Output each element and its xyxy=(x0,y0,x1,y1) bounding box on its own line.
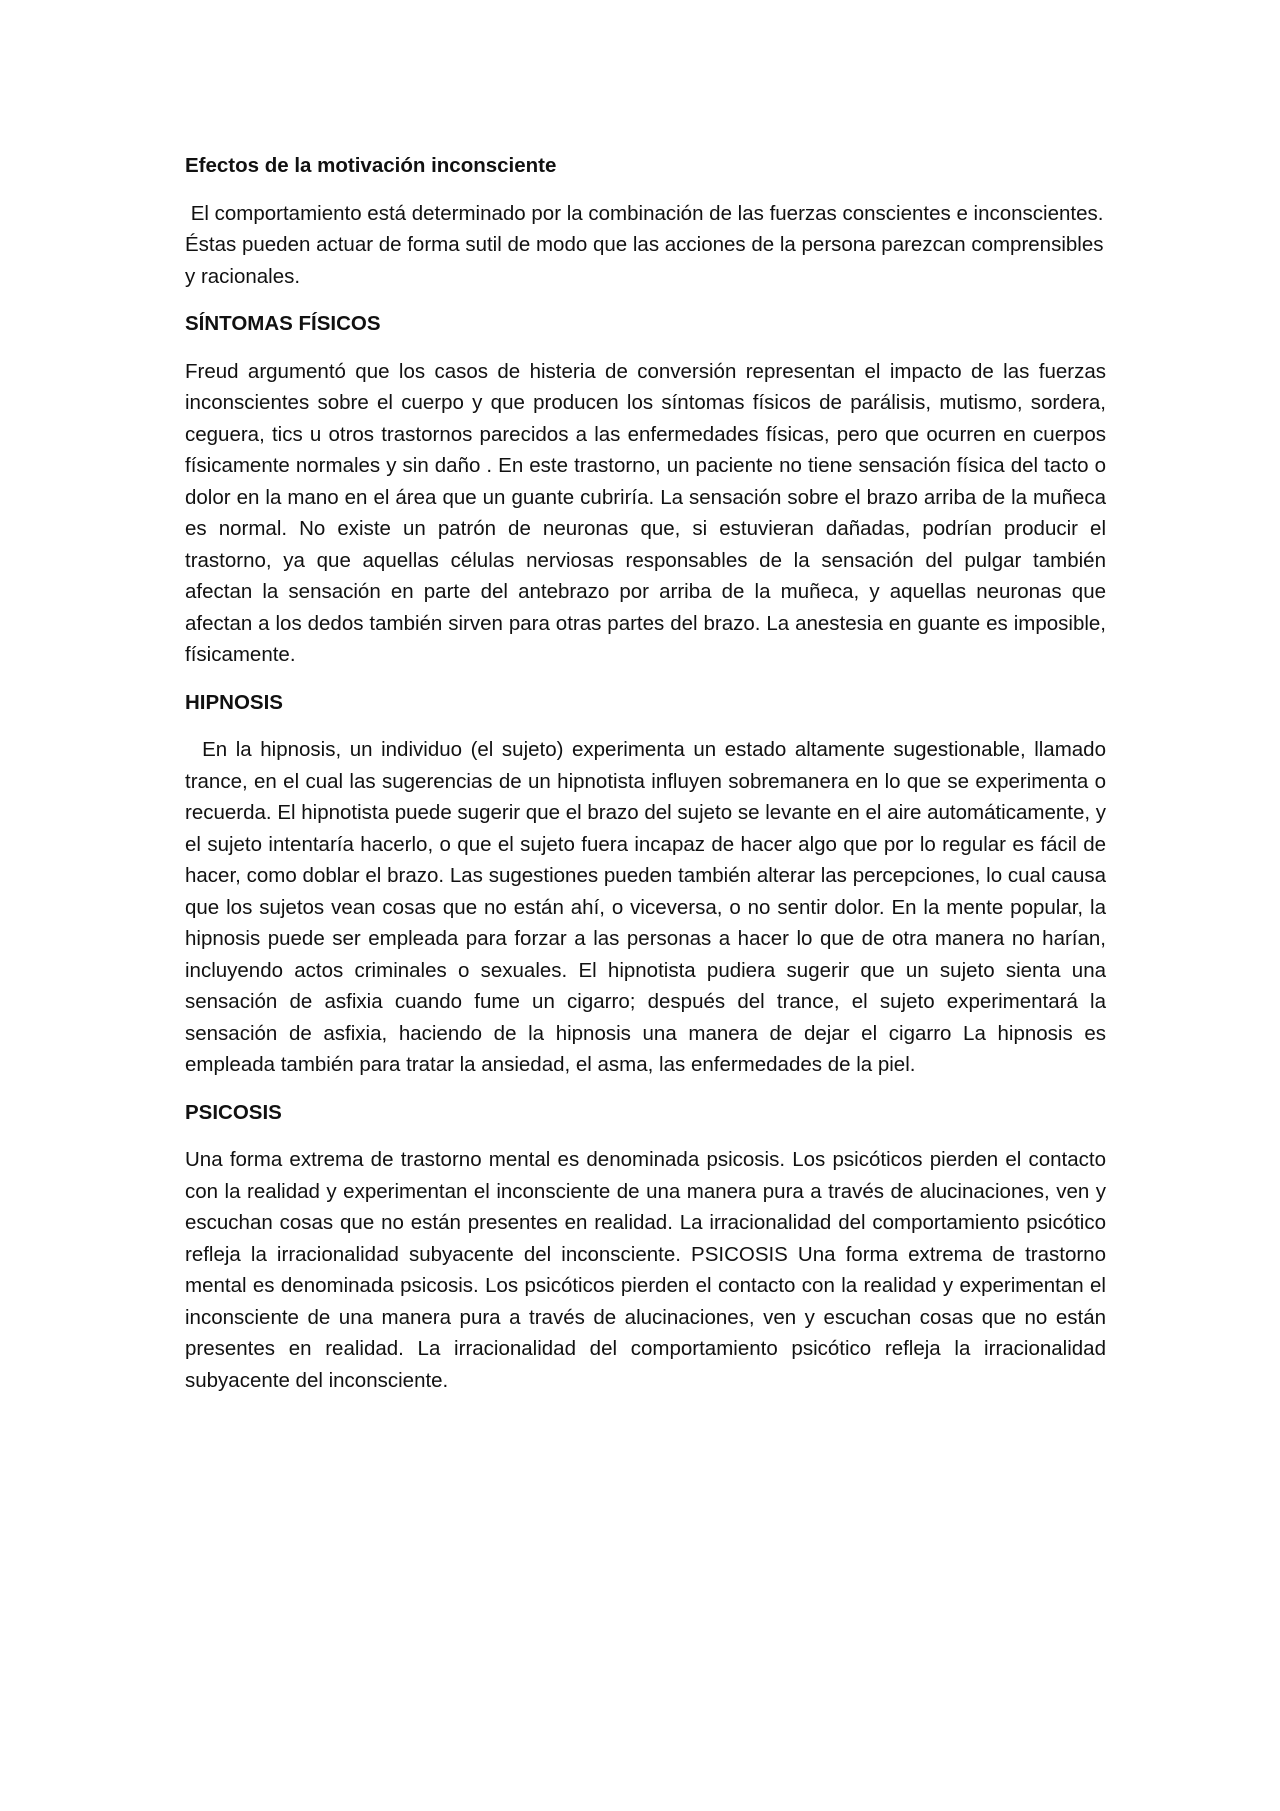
document-title: Efectos de la motivación inconsciente xyxy=(185,154,557,177)
section-heading-sintomas: SÍNTOMAS FÍSICOS xyxy=(185,312,381,335)
section-heading-hipnosis: HIPNOSIS xyxy=(185,690,283,714)
section-body-psicosis: Una forma extrema de trastorno mental es denominada psicosis. Los psicóticos pierden el contacto con la realidad y experimentan el inconsciente de una manera pura a través de alucinaciones, ven y escuchan cosas que no están presentes en realidad. La irracionalidad del comportamiento psicótico refleja la irracionalidad subyacente del inconsciente. PSICOSIS Una forma extrema de trastorno mental es denominada psicosis. Los psicóticos pierden el contacto con la realidad y experimentan el inconsciente de una manera pura a través de alucinaciones, ven y escuchan cosas que no están presentes en realidad. La irracionalidad del comportamiento psicótico refleja la irracionalidad subyacente del inconsciente. xyxy=(185,1148,1106,1392)
document-page xyxy=(185,150,1112,1396)
section-body-hipnosis: En la hipnosis, un individuo (el sujeto) experimenta un estado altamente sugestionable, llamado trance, en el cual las sugerencias de un hipnotista influyen sobremanera en lo que se experimenta o recuerda. El hipnotista puede sugerir que el brazo del sujeto se levante en el aire automáticamente, y el sujeto intentaría hacerlo, o que el sujeto fuera incapaz de hacer algo que por lo regular es fácil de hacer, como doblar el brazo. Las sugestiones pueden también alterar las percepciones, lo cual causa que los sujetos vean cosas que no están ahí, o viceversa, o no sentir dolor. En la mente popular, la hipnosis puede ser empleada para forzar a las personas a hacer lo que de otra manera no harían, incluyendo actos criminales o sexuales. El hipnotista pudiera sugerir que un sujeto sienta una sensación de asfixia cuando fume un cigarro; después del trance, el sujeto experimentará la sensación de asfixia, haciendo de la hipnosis una manera de dejar el cigarro La hipnosis es empleada también para tratar la ansiedad, el asma, las enfermedades de la piel. xyxy=(185,738,1112,1076)
section-body-sintomas: Freud argumentó que los casos de histeria de conversión representan el impacto de las fuerzas inconscientes sobre el cuerpo y que producen los síntomas físicos de parálisis, mutismo, sordera, ceguera, tics u otros trastornos parecidos a las enfermedades físicas, pero que ocurren en cuerpos físicamente normales y sin daño . En este trastorno, un paciente no tiene sensación física del tacto o dolor en la mano en el área que un guante cubriría. La sensación sobre el brazo arriba de la muñeca es normal. No existe un patrón de neuronas que, si estuvieran dañadas, podrían producir el trastorno, ya que aquellas células nerviosas responsables de la sensación del pulgar también afectan la sensación en parte del antebrazo por arriba de la muñeca, y aquellas neuronas que afectan a los dedos también sirven para otras partes del brazo. La anestesia en guante es imposible, físicamente. xyxy=(185,359,1106,666)
intro-paragraph: El comportamiento está determinado por la combinación de las fuerzas conscientes e inconscientes. Éstas pueden actuar de forma sutil de modo que las acciones de la persona parezcan comprensibles y racionales. xyxy=(185,201,1110,288)
section-heading-psicosis: PSICOSIS xyxy=(185,1100,282,1124)
